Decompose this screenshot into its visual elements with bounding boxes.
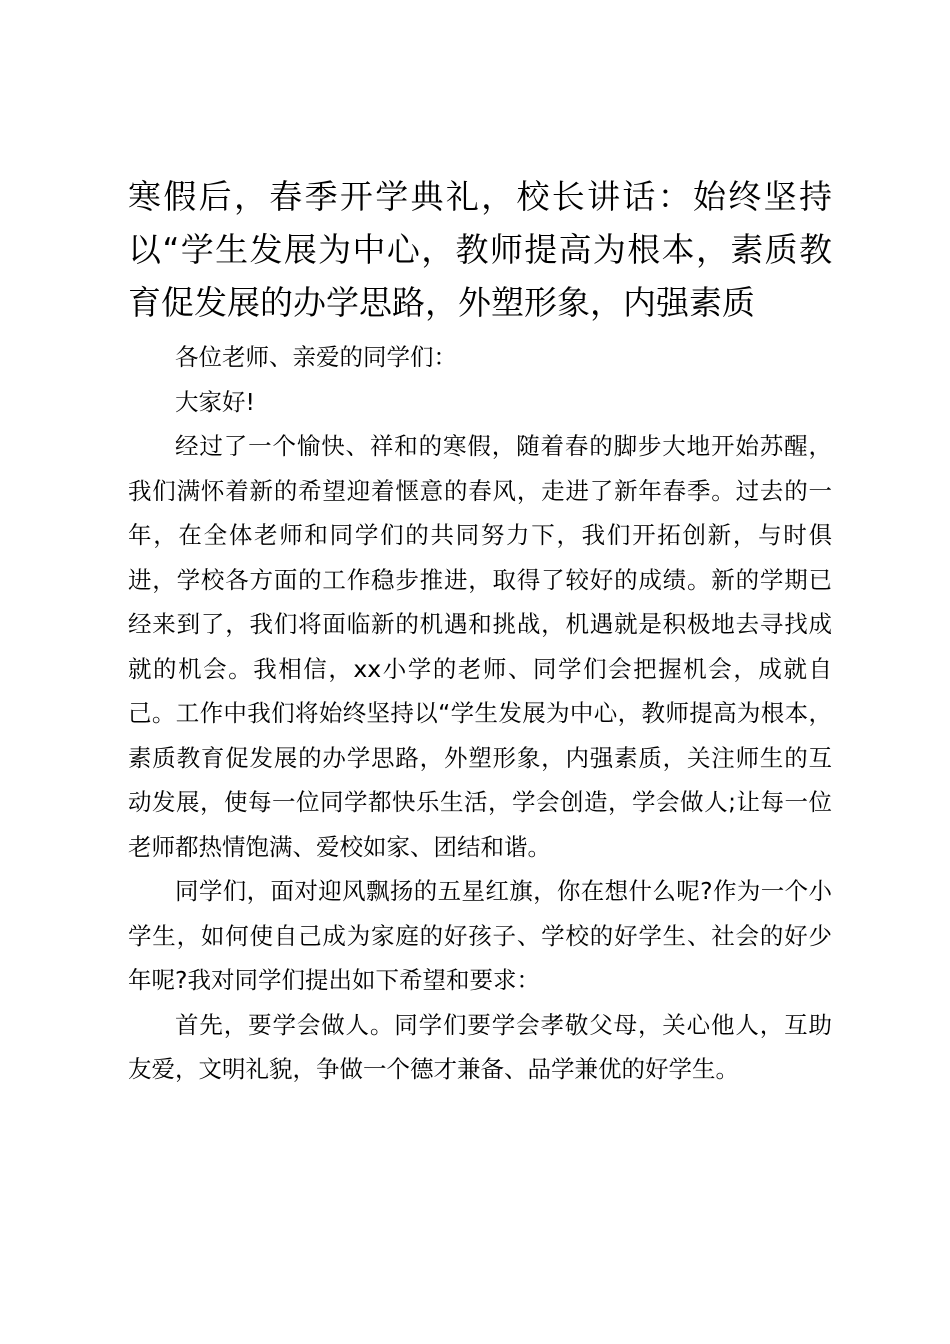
document-page — [128, 170, 832, 1092]
greeting-paragraph: 大家好! — [175, 387, 255, 416]
document-title: 寒假后，春季开学典礼，校长讲话：始终坚持以“学生发展为中心，教师提高为根本，素质教育促发展的办学思路，外塑形象，内强素质 — [128, 177, 832, 322]
body-paragraph: 首先，要学会做人。同学们要学会孝敬父母，关心他人，互助友爱，文明礼貌，争做一个德才兼备、品学兼优的好学生。 — [128, 1010, 832, 1083]
salutation-paragraph: 各位老师、亲爱的同学们： — [175, 343, 457, 371]
body-paragraph: 经过了一个愉快、祥和的寒假，随着春的脚步大地开始苏醒，我们满怀着新的希望迎着惬意的春风，走进了新年春季。过去的一年，在全体老师和同学们的共同努力下，我们开拓创新，与时俱进，学校各方面的工作稳步推进，取得了较好的成绩。新的学期已经来到了，我们将面临新的机遇和挑战，机遇就是积极地去寻找成就的机会。我相信，xx小学的老师、同学们会把握机会，成就自己。工作中我们将始终坚持以“学生发展为中心，教师提高为根本，素质教育促发展的办学思路，外塑形象，内强素质，关注师生的互动发展，使每一位同学都快乐生活，学会创造，学会做人;让每一位老师都热情饱满、爱校如家、团结和谐。 — [128, 432, 832, 861]
body-paragraph: 同学们，面对迎风飘扬的五星红旗，你在想什么呢?作为一个小学生，如何使自己成为家庭的好孩子、学校的好学生、社会的好少年呢?我对同学们提出如下希望和要求： — [128, 877, 832, 994]
